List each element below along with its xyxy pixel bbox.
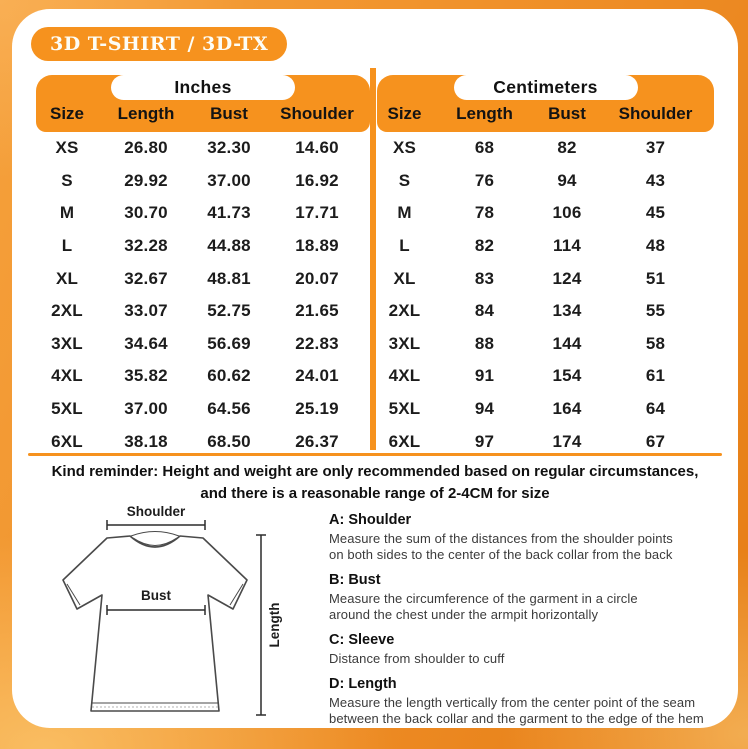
table-cell: 32.67	[124, 268, 168, 288]
table-cell: L	[61, 236, 73, 256]
table-cell: 134	[552, 301, 582, 321]
table-row	[36, 197, 370, 230]
table-cell: 22.83	[295, 333, 339, 353]
table-cell: 82	[474, 236, 495, 256]
inches-header-band	[36, 75, 370, 132]
column-header-length: Length	[117, 104, 175, 123]
table-cell: 94	[557, 170, 577, 190]
bust-label: Bust	[141, 588, 171, 603]
shoulder-measure-line	[107, 520, 205, 530]
table-cell: 6XL	[51, 431, 83, 451]
centimeters-table	[377, 68, 714, 458]
table-cell: 5XL	[51, 399, 83, 419]
tshirt-diagram	[42, 498, 314, 741]
table-cell: 21.65	[295, 301, 339, 321]
table-cell: S	[398, 170, 411, 190]
definition-desc-line: between the back collar and the garment to the edge of the hem	[329, 711, 704, 726]
table-cell: 58	[645, 333, 666, 353]
table-cell: 3XL	[388, 333, 421, 353]
table-cell: 64.56	[207, 399, 251, 419]
definition-desc-line: around the chest under the armpit horizontally	[329, 607, 599, 622]
centimeters-header-band	[377, 75, 714, 132]
table-cell: 51	[645, 268, 666, 288]
table-cell: 64	[645, 399, 666, 419]
table-cell: 18.89	[295, 236, 339, 256]
section-divider-line	[28, 453, 722, 456]
definition-term: A: Shoulder	[329, 512, 412, 528]
table-cell: 106	[552, 203, 582, 223]
table-cell: XS	[55, 138, 79, 158]
definition-term: B: Bust	[329, 572, 381, 588]
inches-unit-label: Inches	[174, 77, 232, 97]
table-cell: S	[61, 170, 73, 190]
table-row	[377, 230, 714, 263]
column-header-size: Size	[49, 104, 85, 123]
table-cell: 61	[645, 366, 666, 386]
table-cell: 26.80	[124, 138, 168, 158]
table-row	[377, 262, 714, 295]
definition-bust	[329, 572, 721, 623]
centimeters-unit-label: Centimeters	[493, 77, 598, 97]
definition-desc	[329, 531, 721, 563]
column-header-shoulder: Shoulder	[618, 104, 693, 123]
table-cell: 44.88	[207, 236, 251, 256]
table-row	[377, 197, 714, 230]
table-row	[377, 295, 714, 328]
product-badge	[31, 27, 287, 61]
table-cell: 45	[645, 203, 666, 223]
table-cell: 76	[474, 170, 495, 190]
table-cell: 4XL	[388, 366, 421, 386]
table-cell: 17.71	[295, 203, 339, 223]
tshirt-outline	[63, 536, 247, 711]
centimeters-unit-pill	[454, 75, 638, 100]
table-row	[36, 360, 370, 393]
table-cell: 55	[645, 301, 666, 321]
table-cell: 26.37	[295, 431, 339, 451]
table-cell: M	[397, 203, 412, 223]
table-row	[377, 360, 714, 393]
table-cell: 2XL	[388, 301, 421, 321]
inches-unit-pill	[111, 75, 295, 100]
table-cell: 16.92	[295, 170, 339, 190]
table-cell: 84	[474, 301, 495, 321]
definition-desc-line: Distance from shoulder to cuff	[329, 651, 505, 666]
table-cell: L	[399, 236, 410, 256]
table-cell: 4XL	[51, 366, 83, 386]
shoulder-label: Shoulder	[126, 504, 186, 519]
centimeters-table-rows	[377, 132, 714, 458]
inches-table	[36, 68, 370, 458]
table-cell: 29.92	[124, 170, 168, 190]
table-row	[377, 328, 714, 361]
definition-desc	[329, 695, 721, 727]
table-cell: 33.07	[124, 301, 168, 321]
table-cell: 2XL	[51, 301, 83, 321]
table-row	[377, 165, 714, 198]
table-cell: XL	[393, 268, 416, 288]
column-header-size: Size	[387, 104, 422, 123]
definition-term: D: Length	[329, 676, 397, 692]
table-row	[36, 328, 370, 361]
definition-term: C: Sleeve	[329, 632, 395, 648]
table-cell: 24.01	[295, 366, 339, 386]
table-cell: 34.64	[124, 333, 168, 353]
column-header-bust: Bust	[210, 104, 248, 123]
table-cell: 25.19	[295, 399, 339, 419]
inches-table-rows	[36, 132, 370, 458]
table-cell: 38.18	[124, 431, 168, 451]
table-divider	[370, 68, 376, 450]
table-cell: 20.07	[295, 268, 339, 288]
table-cell: 43	[645, 170, 666, 190]
table-cell: 60.62	[207, 366, 251, 386]
column-header-length: Length	[456, 104, 513, 123]
table-cell: 67	[645, 431, 666, 451]
table-cell: 114	[552, 236, 582, 256]
table-cell: 68	[474, 138, 495, 158]
product-badge-label: 3D T-SHIRT / 3D-TX	[50, 33, 269, 55]
reminder-line-2: and there is a reasonable range of 2-4CM for size	[200, 484, 550, 502]
table-row	[36, 165, 370, 198]
definition-shoulder	[329, 512, 721, 563]
inches-column-headers	[36, 104, 370, 124]
table-row	[36, 393, 370, 426]
table-cell: 6XL	[388, 431, 421, 451]
definition-desc-line: Measure the circumference of the garment in a circle	[329, 591, 638, 606]
size-chart-card	[12, 9, 738, 728]
table-cell: 52.75	[207, 301, 251, 321]
table-cell: 32.28	[124, 236, 168, 256]
table-cell: 48	[645, 236, 666, 256]
table-cell: 5XL	[388, 399, 421, 419]
table-row	[36, 262, 370, 295]
table-cell: 78	[474, 203, 495, 223]
table-cell: 48.81	[207, 268, 251, 288]
table-cell: 94	[474, 399, 495, 419]
table-cell: 68.50	[207, 431, 251, 451]
table-cell: 83	[474, 268, 495, 288]
definition-desc	[329, 651, 721, 667]
definition-desc-line: on both sides to the center of the back collar from the back	[329, 547, 673, 562]
definition-length	[329, 676, 721, 727]
table-cell: M	[59, 203, 75, 223]
table-row	[36, 295, 370, 328]
table-cell: 144	[552, 333, 582, 353]
table-row	[36, 132, 370, 165]
table-row	[377, 132, 714, 165]
table-row	[377, 393, 714, 426]
table-cell: 97	[474, 431, 495, 451]
table-cell: 56.69	[207, 333, 251, 353]
table-cell: 3XL	[51, 333, 83, 353]
table-cell: 41.73	[207, 203, 251, 223]
column-header-shoulder: Shoulder	[280, 104, 354, 123]
collar-back-line	[131, 532, 179, 537]
table-row	[36, 230, 370, 263]
table-cell: 174	[552, 431, 582, 451]
table-cell: 154	[552, 366, 582, 386]
table-cell: 164	[552, 399, 582, 419]
table-cell: 32.30	[207, 138, 251, 158]
measurement-definitions	[329, 512, 721, 736]
definition-desc-line: Measure the length vertically from the center point of the seam	[329, 695, 696, 710]
table-cell: 88	[474, 333, 495, 353]
table-cell: 37	[645, 138, 666, 158]
table-cell: 91	[474, 366, 495, 386]
table-cell: 14.60	[295, 138, 339, 158]
table-cell: 124	[552, 268, 582, 288]
reminder-line-1: Kind reminder: Height and weight are only recommended based on regular circumstances,	[51, 463, 699, 480]
table-cell: 82	[557, 138, 577, 158]
table-cell: XL	[55, 268, 79, 288]
table-cell: 35.82	[124, 366, 168, 386]
table-cell: 30.70	[124, 203, 168, 223]
definition-sleeve	[329, 632, 721, 667]
length-measure-line	[256, 535, 266, 715]
length-label: Length	[267, 602, 282, 648]
table-cell: 37.00	[124, 399, 168, 419]
definition-desc	[329, 591, 721, 623]
column-header-bust: Bust	[548, 104, 586, 123]
tshirt-drawing	[42, 498, 314, 736]
table-cell: 37.00	[207, 170, 251, 190]
table-cell: XS	[392, 138, 417, 158]
centimeters-column-headers	[377, 104, 714, 124]
definition-desc-line: Measure the sum of the distances from the shoulder points	[329, 531, 673, 546]
